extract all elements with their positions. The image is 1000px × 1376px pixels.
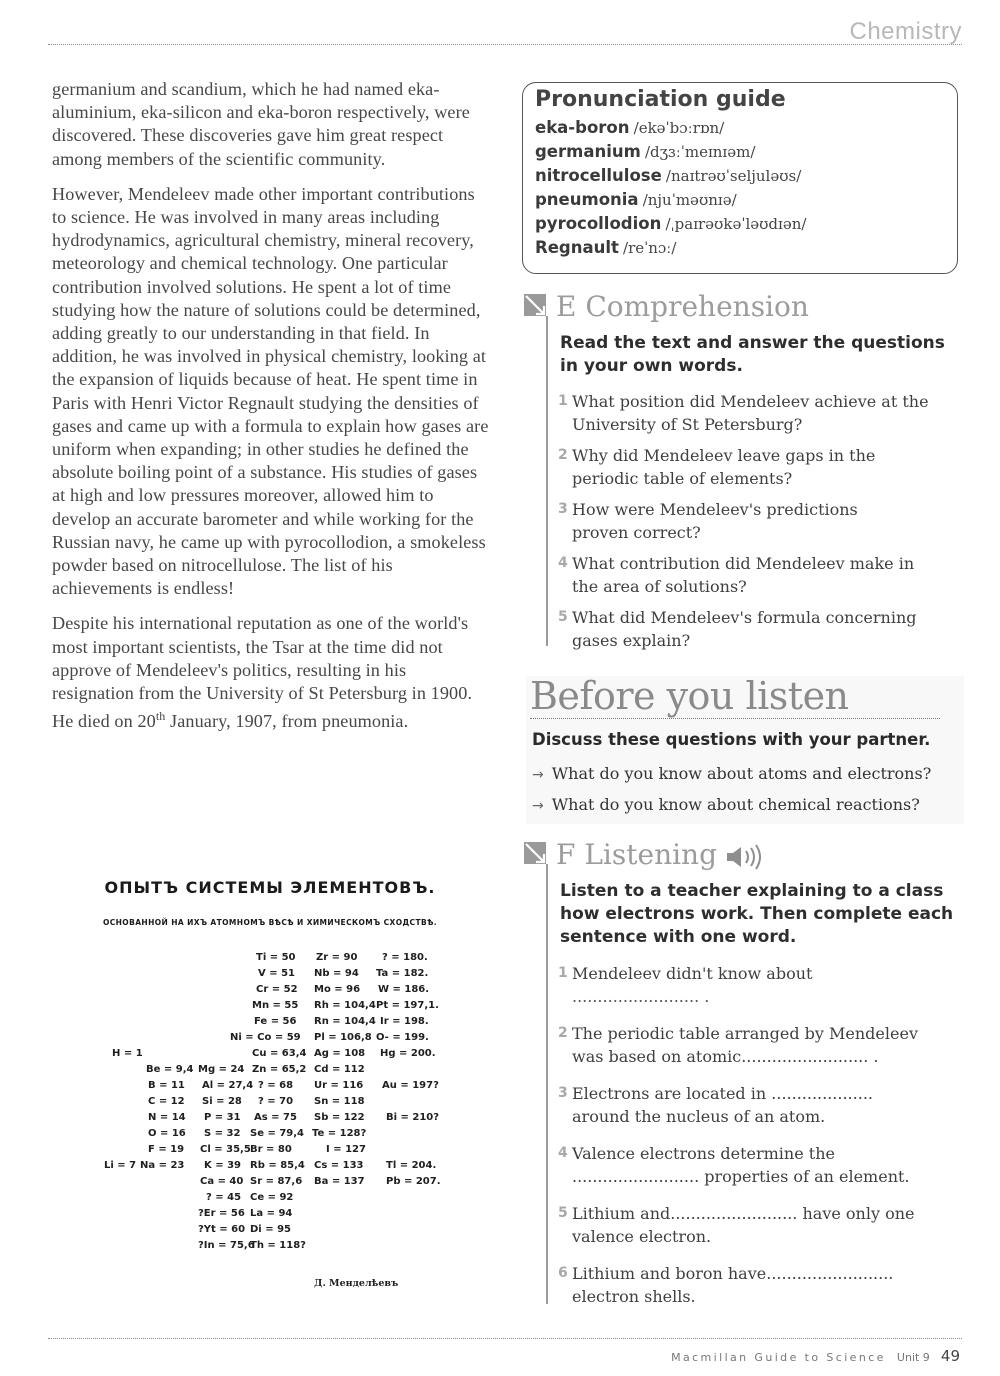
element-entry: C = 12: [148, 1096, 185, 1107]
question-text: periodic table of elements?: [572, 469, 793, 488]
answer-blank[interactable]: ......................... properties of an element.: [572, 1167, 910, 1186]
question-text: Why did Mendeleev leave gaps in the: [572, 446, 876, 465]
element-entry: Zn = 65,2: [252, 1064, 307, 1075]
element-entry: Ca = 40: [200, 1176, 244, 1187]
element-entry: I = 127: [326, 1144, 366, 1155]
sentence-number: 5: [558, 1205, 568, 1221]
element-entry: O- = 199.: [376, 1032, 429, 1043]
figure-title: ОПЫТЪ СИСТЕМЫ ЭЛЕМЕНТОВЪ.: [104, 878, 436, 897]
pronunciation-entry: [535, 236, 945, 260]
paragraph: [52, 612, 492, 733]
question-number: 3: [558, 501, 568, 517]
ipa: /ekəˈbɔːrɒn/: [633, 119, 725, 137]
sentence-text: Valence electrons determine the: [572, 1144, 835, 1163]
figure-signature: Д. Менделѣевъ: [314, 1278, 399, 1289]
element-entry: Sb = 122: [314, 1112, 365, 1123]
element-entry: ?In = 75,6: [198, 1240, 255, 1251]
element-entry: Br = 80: [250, 1144, 292, 1155]
paragraph: However, Mendeleev made other important contributions to science. He was involved in many areas including hydrodynamics, agricultural chemistry, mineral recovery, meteorology and chemical technology. One particular contribution involved solutions. He spent a lot of time studying how the nature of solutions could be determined, adding greatly to our understanding in that field. In addition, he was involved in physical chemistry, looking at the expansion of liquids because of heat. He spent time in Paris with Henri Victor Regnault studying the densities of gases and came up with a formula to explain how gases are uniform when expanding; in other studies he defined the absolute boiling point of a substance. His studies of gases at high and low pressures moreover, allowed him to develop an accurate barometer and while working for the Russian navy, he came up with pyrocollodion, a smokeless powder based on nitrocellulose. The list of his achievements is endless!: [52, 183, 489, 599]
element-entry: Bi = 210?: [386, 1112, 440, 1123]
term: germanium: [535, 142, 641, 161]
element-entry: S = 32: [204, 1128, 241, 1139]
answer-blank[interactable]: ......................... .: [572, 987, 710, 1006]
element-entry: Ir = 198.: [380, 1016, 429, 1027]
element-entry: Rb = 85,4: [250, 1160, 305, 1171]
element-entry: K = 39: [204, 1160, 242, 1171]
element-entry: ?Yt = 60: [198, 1224, 246, 1235]
element-entry: Se = 79,4: [250, 1128, 304, 1139]
pronunciation-entry: [535, 116, 945, 140]
question-text: University of St Petersburg?: [572, 415, 803, 434]
gap-fill-sentence: [558, 962, 958, 1008]
comprehension-section: [520, 292, 960, 662]
element-entry: ? = 68: [258, 1080, 294, 1091]
mendeleev-periodic-table-figure: [70, 876, 470, 1306]
answer-blank[interactable]: Lithium and boron have.........................: [572, 1264, 894, 1283]
pronunciation-entry: [535, 164, 945, 188]
unit-label: Unit 9: [896, 1351, 930, 1364]
element-entry: Nb = 94: [314, 968, 359, 979]
element-entry: Pl = 106,8: [314, 1032, 372, 1043]
section-title: [556, 838, 767, 871]
element-entry: Au = 197?: [382, 1080, 439, 1091]
instruction: Discuss these questions with your partner.: [532, 730, 931, 749]
discussion-question: [532, 764, 931, 783]
question-text: What contribution did Mendeleev make in: [572, 554, 915, 573]
element-entry: Li = 7: [104, 1160, 137, 1171]
sentence-number: 4: [558, 1145, 568, 1161]
element-entry: Al = 27,4: [202, 1080, 254, 1091]
element-entry: Be = 9,4: [146, 1064, 194, 1075]
answer-blank[interactable]: Electrons are located in ....................: [572, 1084, 873, 1103]
listening-section: [520, 840, 960, 1310]
gap-fill-sentence: [558, 1262, 958, 1308]
sentence-text: Mendeleev didn't know about: [572, 964, 813, 983]
element-entry: Ti = 50: [256, 952, 296, 963]
element-entry: Cl = 35,5: [200, 1144, 251, 1155]
question-number: 4: [558, 555, 568, 571]
element-entry: Cd = 112: [314, 1064, 365, 1075]
element-entry: Te = 128?: [312, 1128, 367, 1139]
title-underline: [530, 718, 940, 719]
sentence-number: 3: [558, 1085, 568, 1101]
discussion-question: [532, 795, 920, 814]
section-title-text: F Listening: [556, 838, 718, 871]
page-footer: [671, 1346, 960, 1365]
element-entry: Sn = 118: [314, 1096, 365, 1107]
sentence-text: around the nucleus of an atom.: [572, 1107, 826, 1126]
sentence-number: 2: [558, 1025, 568, 1041]
arrow-right-icon: →: [532, 767, 544, 783]
answer-blank[interactable]: was based on atomic......................... .: [572, 1047, 879, 1066]
element-entry: As = 75: [254, 1112, 297, 1123]
superscript: th: [155, 709, 166, 724]
element-entry: Hg = 200.: [380, 1048, 436, 1059]
section-title: Chemistry: [849, 18, 962, 45]
element-entry: Mn = 55: [252, 1000, 299, 1011]
element-entry: Th = 118?: [250, 1240, 306, 1251]
element-entry: Pt = 197,1.: [376, 1000, 439, 1011]
term: nitrocellulose: [535, 166, 662, 185]
figure-subtitle: ОСНОВАННОЙ НА ИХЪ АТОМНОМЪ ВѢСѢ И ХИМИЧЕСКОМЪ СХОДСТВѢ.: [102, 918, 438, 927]
element-entry: Tl = 204.: [386, 1160, 437, 1171]
discussion-question-text: What do you know about chemical reactions?: [551, 795, 920, 814]
question-text: How were Mendeleev's predictions: [572, 500, 858, 519]
section-rule: [546, 864, 548, 1304]
section-title: E Comprehension: [556, 290, 809, 323]
element-entry: V = 51: [258, 968, 295, 979]
element-entry: Cr = 52: [256, 984, 298, 995]
paragraph-text: January, 1907, from pneumonia.: [165, 711, 409, 732]
element-entry: Si = 28: [202, 1096, 242, 1107]
element-entry: Na = 23: [140, 1160, 185, 1171]
element-entry: P = 31: [204, 1112, 241, 1123]
term: pyrocollodion: [535, 214, 662, 233]
instruction: Listen to a teacher explaining to a class how electrons work. Then complete each sentence with one word.: [560, 881, 954, 947]
question-text: the area of solutions?: [572, 577, 747, 596]
book-title: Macmillan Guide to Science: [671, 1351, 886, 1364]
element-entry: ? = 180.: [382, 952, 428, 963]
element-entry: H = 1: [112, 1048, 143, 1059]
element-entry: W = 186.: [378, 984, 430, 995]
element-entry: Fe = 56: [254, 1016, 297, 1027]
pronunciation-guide-box: [522, 82, 958, 274]
paragraph-text: Despite his international reputation as one of the world's most important scientists, the Tsar at the time did not approve of Mendeleev's politics, resulting in his resignation from the University of St Petersburg in 1900. He died on 20: [52, 613, 473, 732]
question: [558, 444, 958, 490]
element-entry: Ag = 108: [314, 1048, 366, 1059]
term: Regnault: [535, 238, 619, 257]
question-number: 5: [558, 609, 568, 625]
element-entry: Mo = 96: [314, 984, 361, 995]
sentence-text: valence electron.: [572, 1227, 712, 1246]
discussion-question-text: What do you know about atoms and electrons?: [551, 764, 932, 783]
element-entry: Ur = 116: [314, 1080, 364, 1091]
reading-text: [52, 78, 492, 746]
element-entry: B = 11: [148, 1080, 185, 1091]
element-entry: ? = 70: [258, 1096, 294, 1107]
gap-fill-sentence: [558, 1142, 958, 1188]
sentence-number: 1: [558, 965, 568, 981]
question-number: 2: [558, 447, 568, 463]
sentence-number: 6: [558, 1265, 568, 1281]
element-entry: Zr = 90: [316, 952, 358, 963]
question-text: What did Mendeleev's formula concerning: [572, 608, 917, 627]
instruction: Read the text and answer the questions in your own words.: [560, 333, 945, 376]
term: pneumonia: [535, 190, 639, 209]
element-entry: Cs = 133: [314, 1160, 364, 1171]
element-entry: Ba = 137: [314, 1176, 365, 1187]
element-entry: Ce = 92: [250, 1192, 294, 1203]
element-entry: Mg = 24: [198, 1064, 245, 1075]
section-rule: [546, 316, 548, 646]
question: [558, 390, 958, 436]
pencil-corner-icon: [524, 842, 546, 864]
element-entry: F = 19: [148, 1144, 185, 1155]
pencil-corner-icon: [524, 294, 546, 316]
element-entry: Sr = 87,6: [250, 1176, 303, 1187]
question-text: gases explain?: [572, 631, 691, 650]
header-divider: [48, 44, 962, 45]
question-text: What position did Mendeleev achieve at the: [572, 392, 929, 411]
ipa: /dʒɜːˈmeɪnɪəm/: [644, 143, 756, 161]
element-entry: N = 14: [148, 1112, 186, 1123]
sentence-text: The periodic table arranged by Mendeleev: [572, 1024, 918, 1043]
element-entry: La = 94: [250, 1208, 293, 1219]
element-entry: Ta = 182.: [376, 968, 429, 979]
element-entry: ? = 45: [206, 1192, 242, 1203]
speaker-icon[interactable]: [725, 843, 767, 871]
sentence-text: electron shells.: [572, 1287, 696, 1306]
ipa: /naɪtrəʊˈseljuləʊs/: [665, 167, 802, 185]
question-number: 1: [558, 393, 568, 409]
element-entry: O = 16: [148, 1128, 186, 1139]
ipa: /ˌpaɪrəʊkəˈləʊdɪən/: [665, 215, 807, 233]
question: [558, 552, 958, 598]
footer-divider: [48, 1338, 962, 1339]
element-entry: ?Er = 56: [198, 1208, 245, 1219]
term: eka-boron: [535, 118, 630, 137]
question-text: proven correct?: [572, 523, 701, 542]
pronunciation-guide-title: Pronunciation guide: [535, 87, 786, 112]
gap-fill-sentence: [558, 1082, 958, 1128]
element-entry: Rh = 104,4: [314, 1000, 376, 1011]
gap-fill-sentence: [558, 1202, 958, 1248]
element-entry: Rn = 104,4: [314, 1016, 376, 1027]
before-you-listen-title: Before you listen: [530, 674, 849, 718]
ipa: /reˈnɔː/: [623, 239, 677, 257]
gap-fill-sentence: [558, 1022, 958, 1068]
arrow-right-icon: →: [532, 798, 544, 814]
question: [558, 606, 958, 652]
pronunciation-entry: [535, 212, 945, 236]
element-entry: Ni = Co = 59: [230, 1032, 301, 1043]
pronunciation-entry: [535, 188, 945, 212]
answer-blank[interactable]: Lithium and......................... have only one: [572, 1204, 915, 1223]
pronunciation-entry: [535, 140, 945, 164]
page-number: 49: [940, 1347, 960, 1365]
element-entry: Cu = 63,4: [252, 1048, 307, 1059]
ipa: /njuˈməʊnɪə/: [642, 191, 737, 209]
element-entry: Pb = 207.: [386, 1176, 441, 1187]
element-entry: Di = 95: [250, 1224, 291, 1235]
question: [558, 498, 958, 544]
paragraph: germanium and scandium, which he had named eka-aluminium, eka-silicon and eka-boron respectively, were discovered. These discoveries gave him great respect among members of the scientific community.: [52, 79, 470, 169]
